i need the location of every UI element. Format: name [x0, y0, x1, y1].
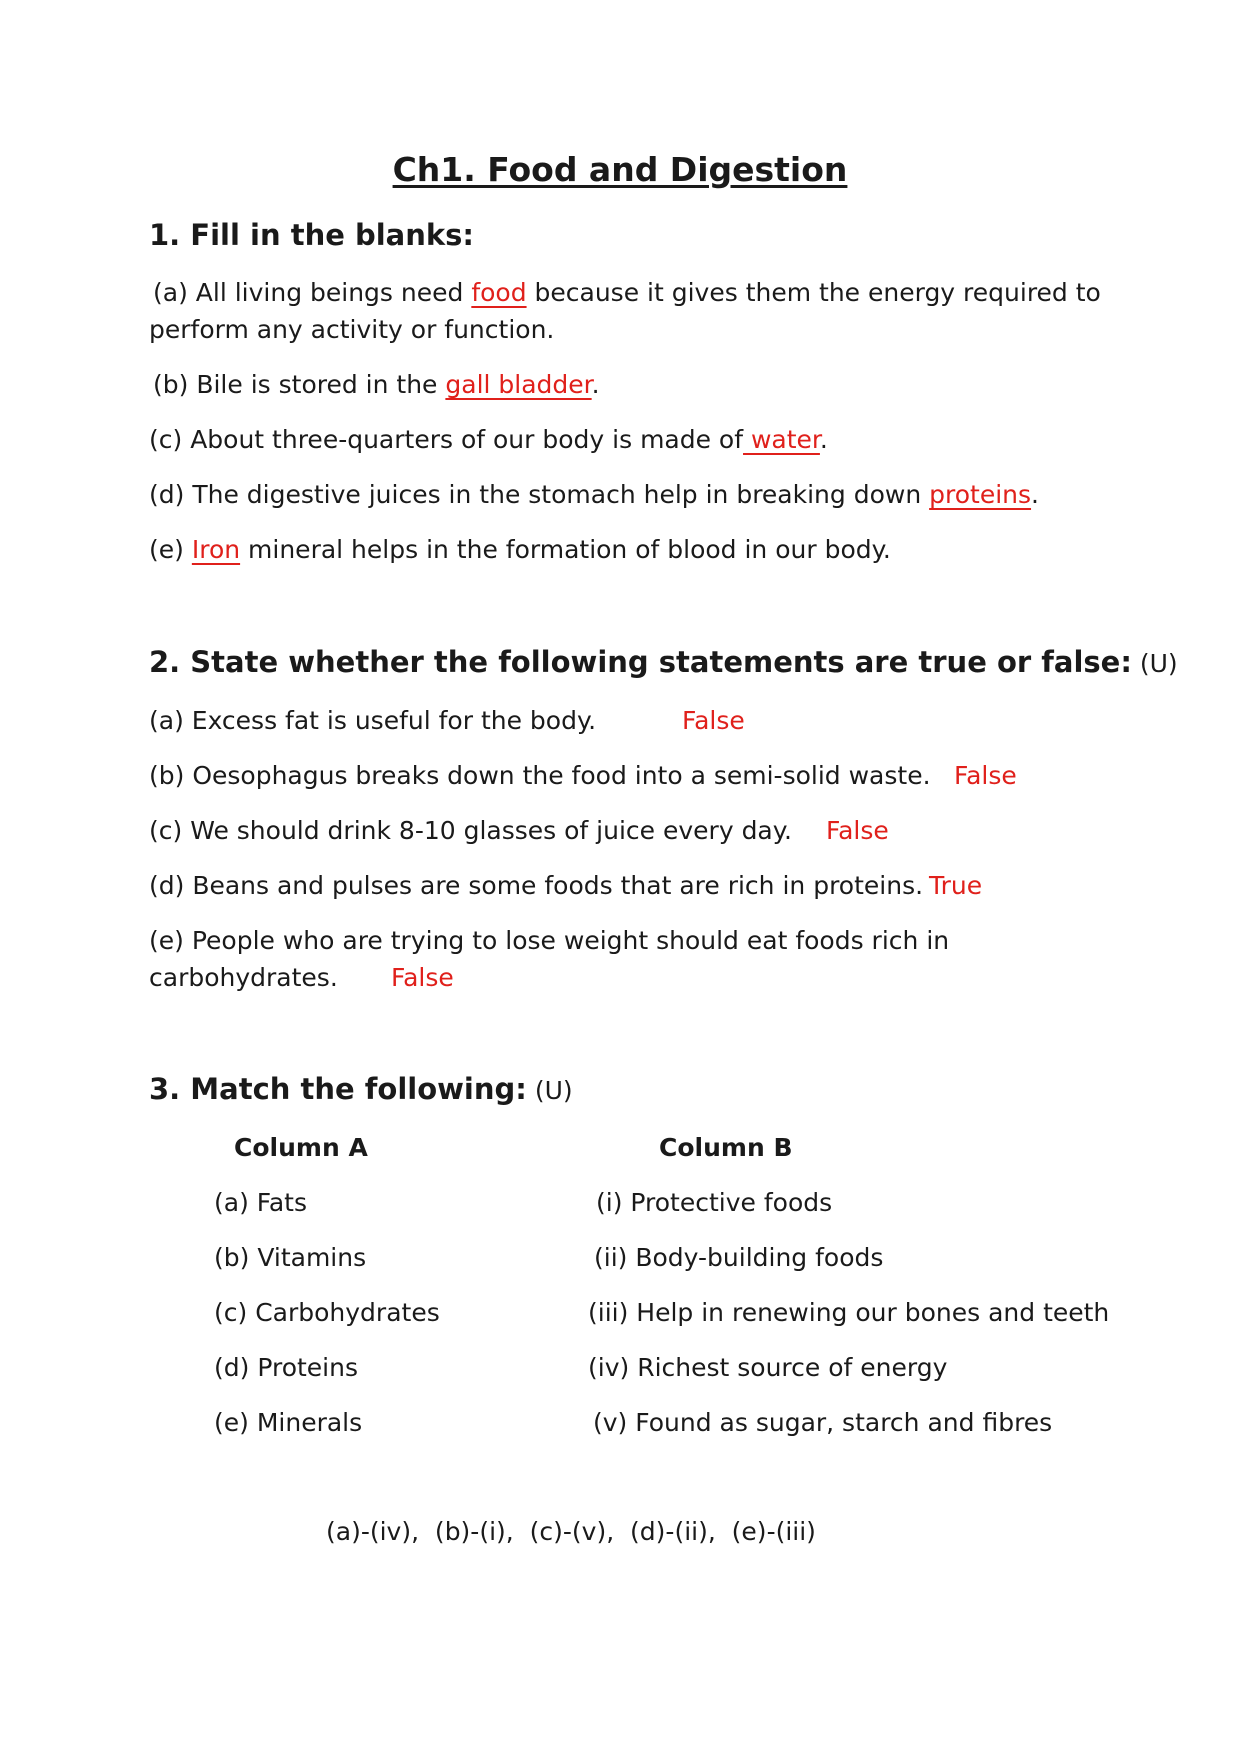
tf-answer-e: False [391, 963, 454, 992]
match-answer: (a)-(iv), (b)-(i), (c)-(v), (d)-(ii), (e)-(iii) [326, 1517, 816, 1546]
page-title: Ch1. Food and Digestion [392, 150, 848, 189]
column-b-header: Column B [659, 1133, 793, 1162]
column-a-header: Column A [234, 1133, 368, 1162]
column-b-item: (i) Protective foods [596, 1188, 833, 1217]
column-b-item: (ii) Body-building foods [594, 1243, 884, 1272]
column-a-item: (d) Proteins [214, 1353, 358, 1382]
column-b-item: (iii) Help in renewing our bones and teeth [588, 1298, 1110, 1327]
answer-text: proteins [929, 480, 1032, 509]
column-b-item: (iv) Richest source of energy [588, 1353, 948, 1382]
fill-item-a: (a) All living beings need food because it gives them the energy required to [153, 278, 1101, 307]
fill-item-d: (d) The digestive juices in the stomach help in breaking down proteins. [149, 480, 1039, 509]
tf-item-e-cont: carbohydrates. [149, 963, 338, 992]
section2-heading: 2. State whether the following statements are true or false: (U) [149, 645, 1178, 679]
tf-item-c: (c) We should drink 8-10 glasses of juice every day. [149, 816, 792, 845]
answer-text: food [471, 278, 527, 307]
answer-text: Iron [191, 535, 241, 564]
column-a-item: (b) Vitamins [214, 1243, 367, 1272]
section3-heading: 3. Match the following: (U) [149, 1072, 573, 1106]
tf-answer-c: False [826, 816, 889, 845]
tf-item-d: (d) Beans and pulses are some foods that are rich in proteins. [149, 871, 924, 900]
column-a-item: (a) Fats [214, 1188, 308, 1217]
tf-item-e: (e) People who are trying to lose weight should eat foods rich in [149, 926, 950, 955]
answer-text: water [743, 425, 820, 454]
fill-item-e: (e) Iron mineral helps in the formation of blood in our body. [149, 535, 891, 564]
column-b-item: (v) Found as sugar, starch and fibres [593, 1408, 1053, 1437]
column-a-item: (c) Carbohydrates [214, 1298, 440, 1327]
tf-answer-b: False [954, 761, 1017, 790]
fill-item-b: (b) Bile is stored in the gall bladder. [153, 370, 600, 399]
tf-answer-a: False [682, 706, 745, 735]
answer-text: gall bladder [445, 370, 592, 399]
column-a-item: (e) Minerals [214, 1408, 363, 1437]
section1-heading: 1. Fill in the blanks: [149, 218, 475, 252]
tf-item-b: (b) Oesophagus breaks down the food into a semi-solid waste. [149, 761, 931, 790]
fill-item-c: (c) About three-quarters of our body is made of water. [149, 425, 828, 454]
fill-item-a-cont: perform any activity or function. [149, 315, 555, 344]
tf-answer-d: True [929, 871, 983, 900]
tf-item-a: (a) Excess fat is useful for the body. [149, 706, 597, 735]
